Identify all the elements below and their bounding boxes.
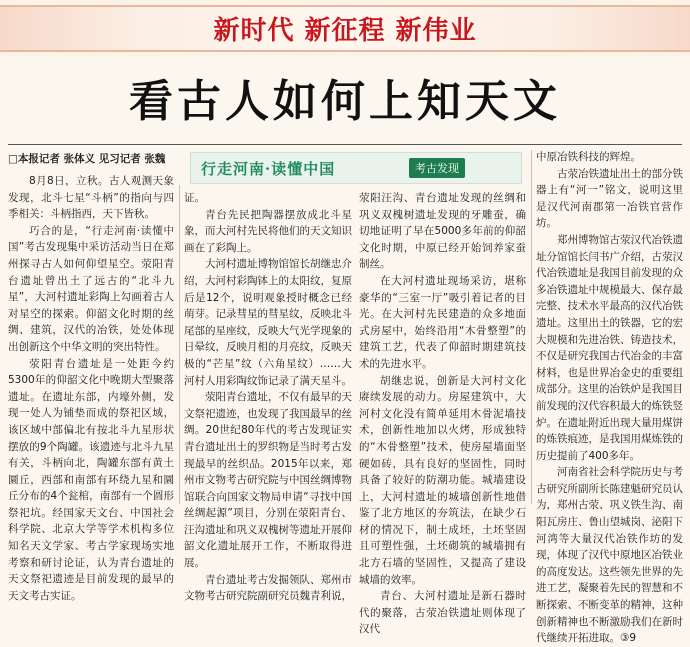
paragraph: 8月8日，立秋。古人观测天象发现，北斗七星“斗柄”的指向与四季相关：斗柄指西，天下皆秋。 [8, 175, 174, 221]
headline-rule [8, 144, 682, 145]
banner-rule-bottom [0, 50, 690, 52]
column-divider [179, 185, 180, 504]
paragraph-continued: 证。 [184, 192, 205, 204]
banner-title: 新时代 新征程 新伟业 [213, 16, 477, 46]
byline: □本报记者 张体义 见习记者 张魏 [8, 153, 166, 165]
article-column-1 [8, 173, 174, 602]
paragraph-continued: 荥阳汪沟、青台遗址发现的丝绸和巩义双槐树遗址发现的牙雕蚕，确切地证明了早在5000多年前的仰韶文化时期，中原已经开始饲养家蚕制丝。 [359, 192, 526, 271]
paragraph: 巧合的是，“行走河南·读懂中国”考古发现集中采访活动当日在郑州探寻古人如何仰望星空。荥阳青台遗址曾出土了远古的“北斗九星”，大河村遗址彩陶上勾画着古人对星空的探索。仰韶文化时期的丝绸、建筑，汉代的冶铁，处处体现出创新这个中华文明的突出特性。 [8, 224, 174, 353]
article-column-4 [536, 149, 683, 645]
headline: 看古人如何上知天文 [129, 76, 561, 127]
column-label: 行走河南·读懂中国 [201, 160, 336, 178]
paragraph: 荥阳青台遗址是一处距今约5300年的仰韶文化中晚期大型聚落遗址。在遗址东部，内壕外侧，发现一处人为铺垫而成的祭祀区域，该区域中部偏北有按北斗九星形状摆放的9个陶罐。该遗迹与北斗九星有关，斗柄向北，陶罐东部有黄土圜丘，西部和南部有环绕九星和圜丘分布的4个瓮棺，南部有一个圆形祭祀坑。经国家天文台、中国社会科学院、北京大学等学术机构多位知名天文学家、考古学家现场实地考察和研讨论证，认为青台遗址的天文祭祀遗迹是目前发现的最早的天文考古实证。 [8, 357, 174, 602]
paragraph: 青台先民把陶器摆放成北斗星象，而大河村先民将他们的天文知识画在了彩陶上。 [184, 208, 352, 254]
column-tag: 考古发现 [409, 158, 465, 178]
article-column-2 [184, 190, 352, 603]
paragraph: 荥阳青台遗址，不仅有最早的天文祭祀遗迹，也发现了我国最早的丝绸。20世纪80年代的考古发现证实青台遗址出土的罗织物是当时考古发现最早的丝织品。2015年以来，郑州市文物考古研究院与中国丝绸博物馆联合向国家文物局申请“寻找中国丝绸起源”项目，分别在荥阳青台、汪沟遗址和巩义双槐树等遗址开展仰韶文化遗址展开工作，不断取得进展。 [184, 391, 352, 570]
paragraph: 古荥冶铁遗址出土的部分铁器上有“河一”铭文，说明这里是汉代河南郡第一冶铁官营作坊。 [536, 167, 683, 230]
column-header-box [190, 152, 522, 184]
masthead-banner [0, 0, 690, 56]
column-divider [531, 150, 532, 504]
paragraph: 大河村遗址博物馆馆长胡继忠介绍，大河村彩陶钵上的太阳纹，复原后是12个，说明观象授时概念已经萌芽。记录彗星的彗星纹，反映北斗尾部的星座纹，反映大气光学现象的日晕纹，反映月相的月亮纹，反映天极的“芒星”纹（六角星纹）……大河村人用彩陶纹饰记录了满天星斗。 [184, 258, 352, 387]
paragraph: 胡继忠说，创新是大河村文化赓续发展的动力。房屋建筑中，大河村文化没有简单延用木骨泥墙技术，创新性地加以火烤，形成独特的“木骨整塑”技术，使房屋墙面坚硬如砖，具有良好的坚固性，同时具备了较好的防潮功能。城墙建设上，大河村遗址的城墙创新性地借鉴了北方地区的夯筑法，在缺少石材的情况下，制土成坯，土坯坚固且可塑性强，土坯砌筑的城墙拥有北方石墙的坚固性，又提高了建设城墙的效率。 [359, 374, 526, 586]
article-column-3 [359, 190, 526, 636]
paragraph: 青台遗址考古发掘领队、郑州市文物考古研究院副研究员魏青利说， [184, 573, 352, 603]
banner-rule-top [0, 5, 690, 7]
paragraph: 河南省社会科学院历史与考古研究所副所长陈建魁研究员认为，郑州古荥、巩义铁生沟、南阳瓦房庄、鲁山望城岗、泌阳下河湾等大量汉代冶铁作坊的发现，体现了汉代中原地区冶铁业的高度发达。这些领先世界的先进工艺，凝聚着先民的智慧和不断探索、不断变革的精神，这种创新精神也不断激励我们在新时代继续开拓进取。③9 [536, 466, 683, 645]
paragraph-continued: 中原冶铁科技的辉煌。 [536, 151, 641, 163]
paragraph: 青台、大河村遗址是新石器时代的聚落，古荥冶铁遗址则体现了汉代 [359, 590, 526, 636]
paragraph: 郑州博物馆古荥汉代冶铁遗址分馆馆长闫书广介绍，古荥汉代冶铁遗址是我国目前发现的众多冶铁遗址中规模最大、保存最完整、技术水平最高的汉代冶铁遗址。这里出土的铁器，它的宏大规模和先进冶铁、铸造技术，不仅是研究我国古代冶金的丰富材料，也是世界冶金史的重要组成部分。这里的冶铁炉是我国目前发现的汉代容积最大的炼铁竖炉。在遗址附近出现大量用煤饼的炼铁痕迹，是我国用煤炼铁的历史提前了400多年。 [536, 233, 683, 462]
paragraph: 在大河村遗址现场采访，堪称豪华的“三室一厅”吸引着记者的目光。在大河村先民建造的众多地面式房屋中，始终沿用“木骨整塑”的建筑工艺，代表了仰韶时期建筑技术的先进水平。 [359, 274, 526, 370]
